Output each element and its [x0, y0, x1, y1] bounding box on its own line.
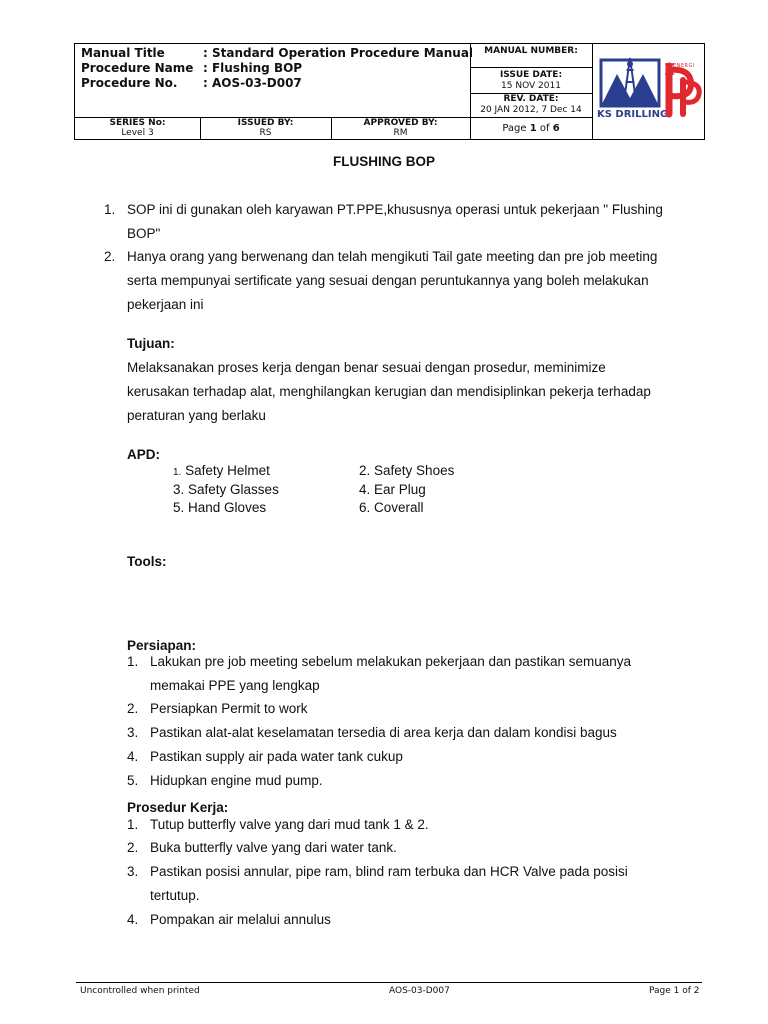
intro-item-line: BOP"	[127, 226, 161, 241]
persiapan-item-line: memakai PPE yang lengkap	[150, 678, 320, 693]
procedure-no-label: Procedure No.	[81, 76, 178, 90]
apd-item-number: 5.	[173, 500, 185, 515]
persiapan-item-number: 1.	[127, 654, 139, 669]
header-divider	[470, 117, 592, 118]
series-label: SERIES No:	[109, 118, 166, 128]
apd-heading: APD:	[127, 447, 160, 462]
prosedur-item-line: tertutup.	[150, 888, 200, 903]
issue-date-value: 15 NOV 2011	[501, 81, 561, 91]
ppe-energi-logo-icon	[663, 60, 703, 120]
prosedur-heading: Prosedur Kerja:	[127, 800, 229, 815]
manual-title-value: : Standard Operation Procedure Manual	[203, 46, 474, 60]
prosedur-item-line: Tutup butterfly valve yang dari mud tank 1 & 2.	[150, 817, 429, 832]
apd-item-text: Coverall	[374, 500, 424, 515]
issued-by-label: ISSUED BY:	[237, 118, 294, 128]
persiapan-item-line: Pastikan alat-alat keselamatan tersedia di area kerja dan dalam kondisi bagus	[150, 725, 617, 740]
page-title: FLUSHING BOP	[332, 154, 435, 169]
tujuan-line: kerusakan terhadap alat, menghilangkan kerugian dan mendisiplinkan pekerja terhadap	[127, 384, 651, 399]
page-of: of	[539, 123, 550, 134]
header-divider	[470, 67, 592, 68]
apd-item-number: 4.	[359, 482, 371, 497]
apd-item	[359, 496, 424, 520]
prosedur-item-line: Pastikan posisi annular, pipe ram, blind ram terbuka dan HCR Valve pada posisi	[150, 864, 628, 879]
manual-number-label: MANUAL NUMBER:	[484, 46, 578, 56]
apd-item	[173, 496, 266, 520]
procedure-name-value: : Flushing BOP	[203, 61, 303, 75]
tools-heading: Tools:	[127, 554, 167, 569]
persiapan-item-line: Hidupkan engine mud pump.	[150, 773, 323, 788]
prosedur-item-number: 1.	[127, 817, 139, 832]
persiapan-heading: Persiapan:	[127, 638, 197, 653]
ks-drilling-text: KS DRILLING	[597, 109, 669, 120]
persiapan-item-line: Lakukan pre job meeting sebelum melakukan pekerjaan dan pastikan semuanya	[150, 654, 632, 669]
intro-item-line: SOP ini di gunakan oleh karyawan PT.PPE,khususnya operasi untuk pekerjaan " Flushing	[127, 202, 663, 217]
ppe-energi-text: ENERGI	[673, 63, 695, 69]
persiapan-item-number: 2.	[127, 701, 139, 716]
header-divider	[592, 44, 593, 140]
prosedur-item-number: 2.	[127, 840, 139, 855]
issue-date-label: ISSUE DATE:	[499, 70, 563, 80]
apd-item-text: Safety Helmet	[185, 463, 270, 478]
intro-item-line: pekerjaan ini	[127, 297, 204, 312]
intro-item-number: 2.	[104, 249, 116, 264]
page-indicator	[470, 123, 592, 134]
page-prefix: Page	[502, 123, 527, 134]
footer-page-number: Page 1 of 2	[649, 986, 700, 996]
persiapan-item-number: 5.	[127, 773, 139, 788]
ks-drilling-logo	[597, 54, 669, 124]
apd-item-text: Ear Plug	[374, 482, 426, 497]
apd-item-number: 1.	[173, 467, 182, 478]
apd-item-number: 6.	[359, 500, 371, 515]
procedure-name-label: Procedure Name	[81, 61, 194, 75]
tujuan-heading: Tujuan:	[127, 336, 175, 351]
prosedur-item-number: 3.	[127, 864, 139, 879]
apd-item-text: Safety Shoes	[374, 463, 455, 478]
approved-by-value: RM	[393, 128, 408, 138]
footer-procedure-no: AOS-03-D007	[389, 986, 450, 996]
intro-item-line: Hanya orang yang berwenang dan telah mengikuti Tail gate meeting dan pre job meeting	[127, 249, 658, 264]
prosedur-item-number: 4.	[127, 912, 139, 927]
page-total: 6	[552, 123, 560, 134]
ks-drilling-logo-icon	[597, 54, 663, 114]
approved-by-label: APPROVED BY:	[363, 118, 438, 128]
document-header-table	[74, 43, 705, 140]
footer-rule	[76, 982, 702, 983]
persiapan-item-number: 4.	[127, 749, 139, 764]
persiapan-item-line: Pastikan supply air pada water tank cukup	[150, 749, 403, 764]
rev-date-label: REV. DATE:	[503, 94, 559, 104]
apd-item-number: 3.	[173, 482, 185, 497]
prosedur-item-line: Buka butterfly valve yang dari water tank.	[150, 840, 397, 855]
intro-item-number: 1.	[104, 202, 116, 217]
tujuan-line: peraturan yang berlaku	[127, 408, 266, 423]
apd-item-text: Safety Glasses	[188, 482, 279, 497]
footer-uncontrolled: Uncontrolled when printed	[80, 986, 200, 996]
apd-item-number: 2.	[359, 463, 371, 478]
ppe-energi-logo	[663, 60, 703, 120]
page-number: 1	[529, 123, 537, 134]
persiapan-item-line: Persiapkan Permit to work	[150, 701, 308, 716]
rev-date-value: 20 JAN 2012, 7 Dec 14	[480, 105, 582, 115]
tujuan-line: Melaksanakan proses kerja dengan benar sesuai dengan prosedur, meminimize	[127, 360, 606, 375]
issued-by-value: RS	[259, 128, 272, 138]
persiapan-item-number: 3.	[127, 725, 139, 740]
series-value: Level 3	[121, 128, 154, 138]
manual-title-label: Manual Title	[81, 46, 165, 60]
intro-item-line: serta mempunyai sertificate yang sesuai dengan peruntukannya yang boleh melakukan	[127, 273, 649, 288]
procedure-no-value: : AOS-03-D007	[203, 76, 302, 90]
apd-item-text: Hand Gloves	[188, 500, 267, 515]
prosedur-item-line: Pompakan air melalui annulus	[150, 912, 331, 927]
